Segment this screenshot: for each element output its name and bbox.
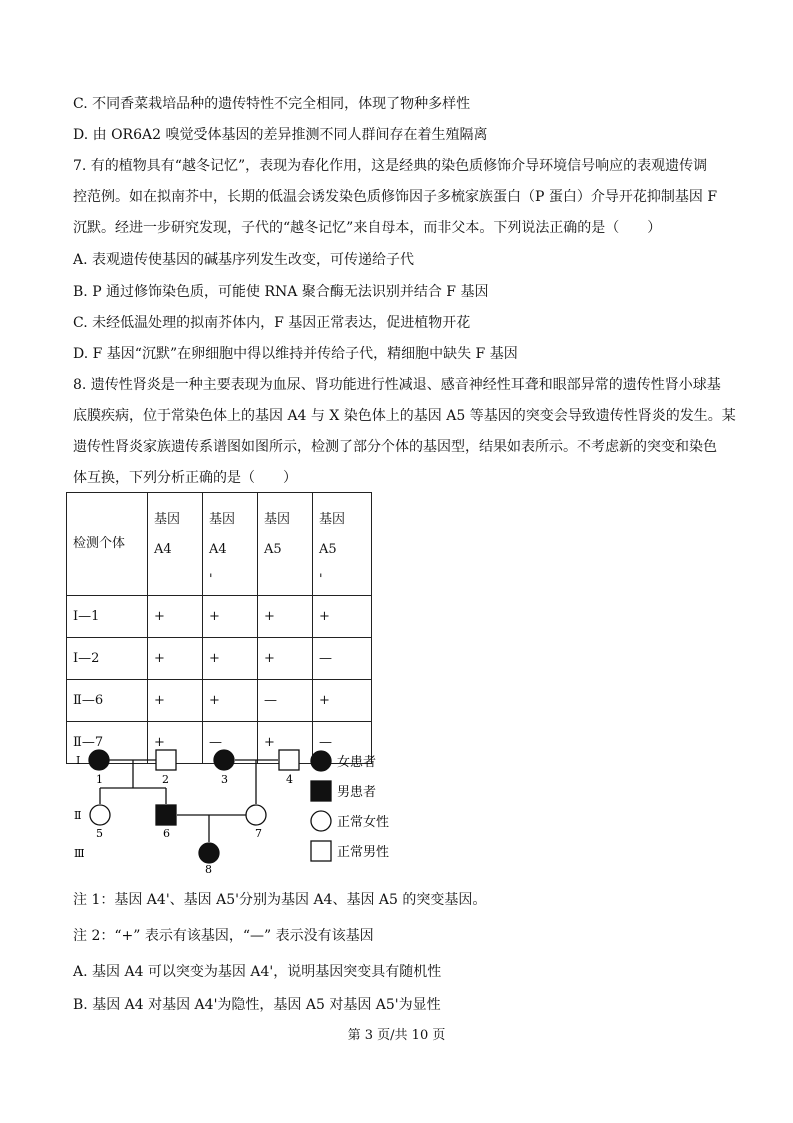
table-cell: — <box>313 638 372 680</box>
table-cell-label: Ⅰ—2 <box>67 638 148 680</box>
individual-II7 <box>246 805 266 825</box>
q6-option-d: D. 由 OR6A2 嗅觉受体基因的差异推测不同人群间存在着生殖隔离 <box>73 127 488 143</box>
q7-option-c: C. 未经低温处理的拟南芥体内，F 基因正常表达，促进植物开花 <box>73 315 471 331</box>
table-cell: + <box>313 596 372 638</box>
individual-III8 <box>199 843 219 863</box>
legend-label: 男患者 <box>337 785 377 800</box>
q7-stem-line: 控范例。如在拟南芥中，长期的低温会诱发染色质修饰因子多梳家族蛋白（P 蛋白）介导开花抑制基因 F <box>73 189 718 205</box>
individual-number: 3 <box>221 773 228 786</box>
q8-note-2: 注 2：“+” 表示有该基因，“—” 表示没有该基因 <box>73 928 374 944</box>
q8-note-1: 注 1：基因 A4'、基因 A5'分别为基因 A4、基因 A5 的突变基因。 <box>73 892 487 908</box>
table-cell: + <box>203 680 258 722</box>
q7-option-a: A. 表观遗传使基因的碱基序列发生改变，可传递给子代 <box>73 252 415 268</box>
q8-stem-line: 体互换，下列分析正确的是（ ） <box>73 470 297 486</box>
q7-stem-line: 沉默。经进一步研究发现，子代的“越冬记忆”来自母本，而非父本。下列说法正确的是（ ） <box>73 220 662 236</box>
q8-stem <box>73 370 736 494</box>
table-cell: + <box>148 596 203 638</box>
q7-stem-line: 7. 有的植物具有“越冬记忆”，表现为春化作用，这是经典的染色质修饰介导环境信号响应的表观遗传调 <box>73 158 708 174</box>
table-cell: + <box>258 596 313 638</box>
table-header-a5-mutant: 基因 A5 ' <box>313 493 372 596</box>
table-cell: — <box>313 722 372 764</box>
individual-I3 <box>214 750 234 770</box>
table-header-a4: 基因 A4 <box>148 493 203 596</box>
individual-II6 <box>156 805 176 825</box>
individual-number: 8 <box>205 863 212 876</box>
q8-option-a: A. 基因 A4 可以突变为基因 A4'，说明基因突变具有随机性 <box>73 964 442 980</box>
table-header-a5: 基因 A5 <box>258 493 313 596</box>
legend-label: 正常男性 <box>337 845 390 860</box>
q8-stem-line: 遗传性肾炎家族遗传系谱图如图所示，检测了部分个体的基因型，结果如表所示。不考虑新的突变和染色 <box>73 439 717 455</box>
table-cell: + <box>203 596 258 638</box>
table-row <box>67 680 372 722</box>
individual-number: 4 <box>286 773 293 786</box>
individual-number: 1 <box>96 773 103 786</box>
individual-number: 7 <box>255 827 262 840</box>
q7-option-b: B. P 通过修饰染色质，可能使 RNA 聚合酶无法识别并结合 F 基因 <box>73 284 489 300</box>
legend-label: 正常女性 <box>337 815 390 830</box>
table-cell-label: Ⅱ—7 <box>67 722 148 764</box>
table-row <box>67 638 372 680</box>
table-header-row <box>67 493 372 596</box>
legend-normal-female-symbol <box>311 811 331 831</box>
generation-label: Ⅱ <box>74 809 82 822</box>
q7-option-d: D. F 基因“沉默”在卵细胞中得以维持并传给子代，精细胞中缺失 F 基因 <box>73 346 518 362</box>
pedigree-legend <box>311 751 389 861</box>
legend-affected-male-symbol <box>311 781 331 801</box>
legend-label: 女患者 <box>337 755 377 770</box>
table-cell: + <box>258 638 313 680</box>
individual-II5 <box>90 805 110 825</box>
individual-number: 2 <box>162 773 169 786</box>
q7-stem <box>73 151 721 244</box>
page-number: 第 3 页/共 10 页 <box>347 1028 446 1043</box>
individual-number: 6 <box>163 827 170 840</box>
table-cell: + <box>148 680 203 722</box>
individual-number: 5 <box>96 827 103 840</box>
table-cell: + <box>313 680 372 722</box>
table-cell: — <box>203 722 258 764</box>
individual-I4 <box>279 750 299 770</box>
generation-label: Ⅲ <box>74 847 85 860</box>
q8-stem-line: 8. 遗传性肾炎是一种主要表现为血尿、肾功能进行性减退、感音神经性耳聋和眼部异常的遗传性肾小球基 <box>73 377 721 393</box>
table-cell-label: Ⅱ—6 <box>67 680 148 722</box>
q8-option-b: B. 基因 A4 对基因 A4'为隐性，基因 A5 对基因 A5'为显性 <box>73 997 441 1013</box>
table-cell-label: Ⅰ—1 <box>67 596 148 638</box>
table-cell: + <box>203 638 258 680</box>
legend-affected-female-symbol <box>311 751 331 771</box>
individual-I2 <box>156 750 176 770</box>
generation-label: Ⅰ <box>76 754 81 767</box>
genotype-table <box>66 492 372 764</box>
table-header-a4-mutant: 基因 A4 ' <box>203 493 258 596</box>
table-row <box>67 596 372 638</box>
q6-option-c: C. 不同香菜栽培品种的遗传特性不完全相同，体现了物种多样性 <box>73 96 471 112</box>
table-cell: — <box>258 680 313 722</box>
pedigree-chart <box>66 742 396 877</box>
legend-normal-male-symbol <box>311 841 331 861</box>
individual-I1 <box>89 750 109 770</box>
table-cell: + <box>148 638 203 680</box>
table-cell: + <box>258 722 313 764</box>
table-cell: + <box>148 722 203 764</box>
table-header-individual: 检测个体 <box>67 493 148 596</box>
q8-stem-line: 底膜疾病，位于常染色体上的基因 A4 与 X 染色体上的基因 A5 等基因的突变会导致遗传性肾炎的发生。某 <box>73 408 736 424</box>
